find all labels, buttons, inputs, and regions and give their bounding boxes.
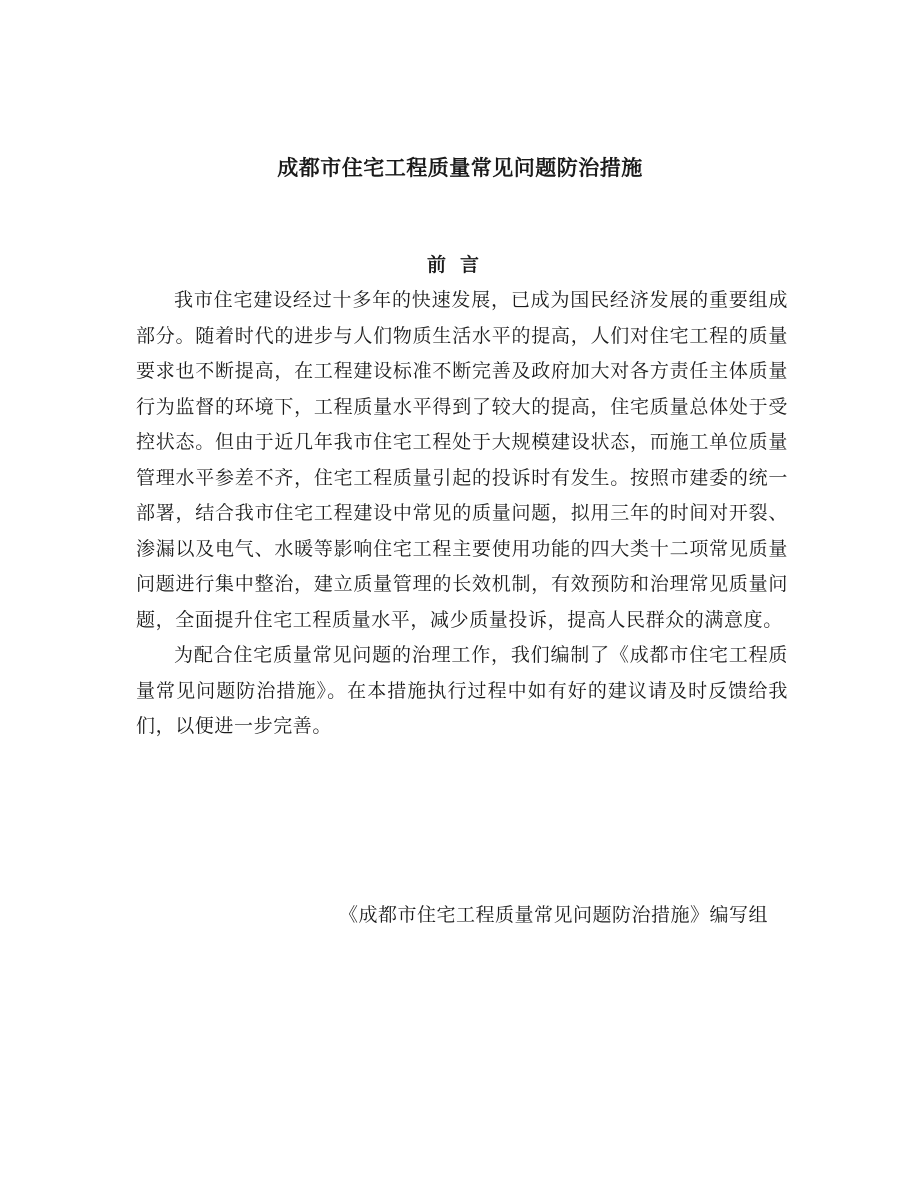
paragraph-2: 为配合住宅质量常见问题的治理工作，我们编制了《成都市住宅工程质量常见问题防治措施》。在本措施执行过程中如有好的建议请及时反馈给我们，以便进一步完善。 bbox=[136, 644, 788, 737]
preface-body bbox=[136, 283, 788, 745]
section-heading-preface: 前言 bbox=[426, 254, 493, 276]
document-title: 成都市住宅工程质量常见问题防治措施 bbox=[277, 155, 643, 180]
paragraph-1: 我市住宅建设经过十多年的快速发展，已成为国民经济发展的重要组成部分。随着时代的进步与人们物质生活水平的提高，人们对住宅工程的质量要求也不断提高，在工程建设标准不断完善及政府加大对各方责任主体质量行为监督的环境下，工程质量水平得到了较大的提高，住宅质量总体处于受控状态。但由于近几年我市住宅工程处于大规模建设状态，而施工单位质量管理水平参差不齐，住宅工程质量引起的投诉时有发生。按照市建委的统一部署，结合我市住宅工程建设中常见的质量问题，拟用三年的时间对开裂、渗漏以及电气、水暖等影响住宅工程主要使用功能的四大类十二项常见质量问题进行集中整治，建立质量管理的长效机制，有效预防和治理常见质量问题，全面提升住宅工程质量水平，减少质量投诉，提高人民群众的满意度。 bbox=[136, 289, 788, 631]
signature-line: 《成都市住宅工程质量常见问题防治措施》编写组 bbox=[338, 904, 768, 926]
